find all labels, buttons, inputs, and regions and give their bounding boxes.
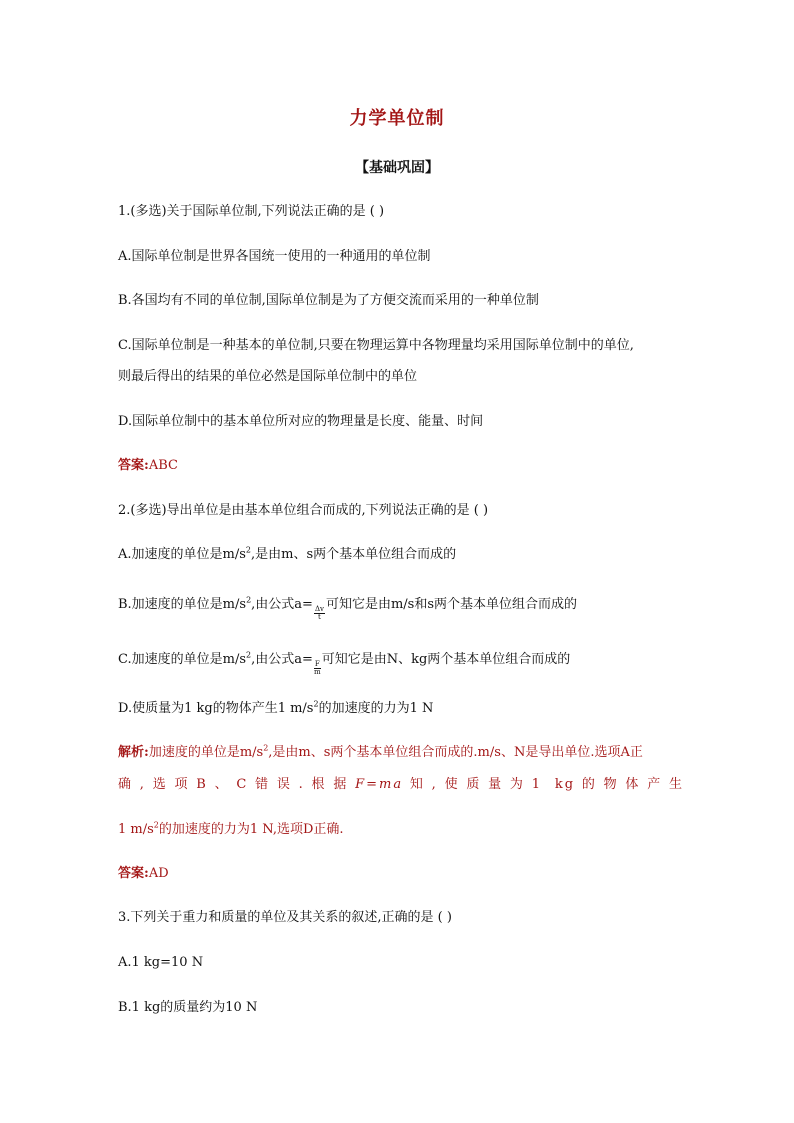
question-3-stem: 3.下列关于重力和质量的单位及其关系的叙述,正确的是 ( ) xyxy=(118,910,452,925)
superscript: 2 xyxy=(313,699,319,709)
question-3-option-b: B.1 kg的质量约为10 N xyxy=(118,1000,258,1015)
text-segment: 的加速度的力为1 N xyxy=(318,701,434,716)
superscript: 2 xyxy=(246,650,252,660)
text-segment: 的加速度的力为1 N,选项D正确. xyxy=(158,822,344,837)
answer-label: 答案: xyxy=(118,866,149,881)
formula: F=ma xyxy=(355,777,404,792)
text-segment: ,是由m、s两个基本单位组合而成的.m/s、N是导出单位.选项A正 xyxy=(268,745,643,760)
fraction-numerator: Δv xyxy=(314,605,324,613)
fraction-denominator: t xyxy=(318,613,321,621)
fraction xyxy=(314,606,325,621)
answer-value: AD xyxy=(148,866,169,881)
text-segment: A.加速度的单位是m/s xyxy=(118,547,246,562)
question-2-analysis-line-1 xyxy=(118,743,684,763)
question-1-option-c-line-1: C.国际单位制是一种基本的单位制,只要在物理运算中各物理量均采用国际单位制中的单位, xyxy=(118,338,634,353)
text-segment: ,由公式a= xyxy=(251,597,313,612)
section-heading: 【基础巩固】 xyxy=(355,160,439,176)
text-segment: ,由公式a= xyxy=(251,652,313,667)
question-2-analysis-line-3 xyxy=(118,820,684,840)
superscript: 2 xyxy=(153,820,159,830)
text-segment: 知,使质量为1 kg的物体产生 xyxy=(403,777,684,792)
text-segment: 可知它是由N、kg两个基本单位组合而成的 xyxy=(321,652,571,667)
text-segment: 加速度的单位是m/s xyxy=(148,745,264,760)
text-segment: 可知它是由m/s和s两个基本单位组合而成的 xyxy=(325,597,578,612)
text-segment: ,是由m、s两个基本单位组合而成的 xyxy=(251,547,457,562)
question-2-analysis-line-2 xyxy=(118,775,684,795)
answer-value: ABC xyxy=(148,458,178,473)
text-segment: 确,选项B、C错误.根据 xyxy=(118,777,356,792)
question-1-option-c-line-2: 则最后得出的结果的单位必然是国际单位制中的单位 xyxy=(118,369,418,384)
question-2-answer xyxy=(118,864,684,884)
text-segment: C.加速度的单位是m/s xyxy=(118,652,246,667)
question-2-option-b xyxy=(118,595,684,621)
question-2-option-d xyxy=(118,699,684,719)
question-2-stem: 2.(多选)导出单位是由基本单位组合而成的,下列说法正确的是 ( ) xyxy=(118,503,489,518)
question-2-option-a xyxy=(118,545,684,565)
text-segment: B.加速度的单位是m/s xyxy=(118,597,247,612)
fraction xyxy=(314,661,321,676)
text-segment: D.使质量为1 kg的物体产生1 m/s xyxy=(118,701,314,716)
question-1-option-b: B.各国均有不同的单位制,国际单位制是为了方便交流而采用的一种单位制 xyxy=(118,293,539,308)
question-1-option-a: A.国际单位制是世界各国统一使用的一种通用的单位制 xyxy=(118,249,431,264)
text-segment: 1 m/s xyxy=(118,822,154,837)
analysis-label: 解析: xyxy=(118,745,149,760)
fraction-numerator: F xyxy=(314,660,320,668)
superscript: 2 xyxy=(245,545,251,555)
question-3-option-a: A.1 kg=10 N xyxy=(118,955,204,970)
question-2-option-c xyxy=(118,650,684,676)
answer-label: 答案: xyxy=(118,458,149,473)
question-1-answer xyxy=(118,456,684,476)
page-title: 力学单位制 xyxy=(349,108,445,129)
fraction-denominator: m xyxy=(313,668,321,676)
question-1-option-d: D.国际单位制中的基本单位所对应的物理量是长度、能量、时间 xyxy=(118,414,484,429)
superscript: 2 xyxy=(263,743,269,753)
question-1-stem: 1.(多选)关于国际单位制,下列说法正确的是 ( ) xyxy=(118,204,385,219)
superscript: 2 xyxy=(246,595,252,605)
